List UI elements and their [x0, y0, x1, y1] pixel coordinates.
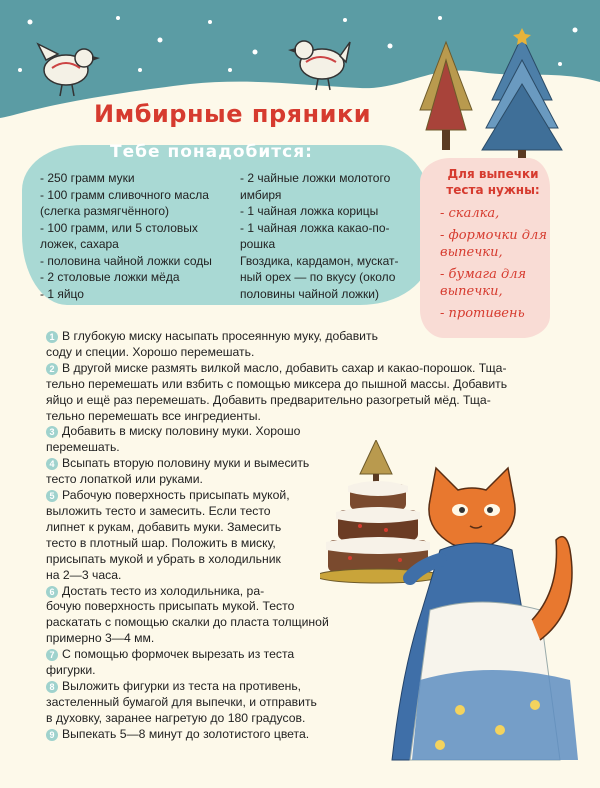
step-line: Выпекать 5—8 минут до золотистого цвета.	[62, 726, 310, 741]
ingredients-title: Тебе понадобится:	[110, 142, 313, 162]
ingredient-line: половины чайной ложки)	[240, 286, 380, 301]
step-number-badge: 8	[46, 681, 58, 693]
step-line: тесто в плотный шар. Положить в миску,	[46, 535, 276, 550]
step-line: бочую поверхность присыпать мукой. Тесто	[46, 599, 295, 614]
step-number-badge: 2	[46, 363, 58, 375]
step-line: на 2—3 часа.	[46, 567, 122, 582]
step-number-badge: 3	[46, 426, 58, 438]
step-2	[46, 361, 556, 425]
step-line: перемешать.	[46, 440, 120, 455]
tools-title-line: Для выпечки	[447, 167, 539, 181]
ingredient-line: рошка	[240, 237, 276, 251]
step-line: застеленный бумагой для выпечки, и отправить	[46, 694, 317, 709]
step-line: соду и специи. Хорошо перемешать.	[46, 344, 255, 359]
cat-with-cake-illustration	[320, 440, 580, 785]
ingredient-line: - 1 чайная ложка корицы	[240, 204, 379, 218]
step-line: раскатать с помощью скалки до пласта толщиной	[46, 615, 329, 630]
step-line: тельно перемешать все ингредиенты.	[46, 408, 261, 423]
step-line: В глубокую миску насыпать просеянную муку, добавить	[62, 329, 378, 343]
step-line: липнет к рукам, добавить муки. Замесить	[46, 519, 282, 534]
step-line: выложить тесто и замесить. Если тесто	[46, 503, 271, 518]
step-line: В другой миске размять вилкой масло, добавить сахар и какао-порошок. Тща-	[62, 360, 507, 375]
ingredient-line: ложек, сахара	[40, 237, 119, 251]
step-line: Всыпать вторую половину муки и вымесить	[62, 456, 310, 471]
ingredient-line: - половина чайной ложки соды	[40, 253, 212, 268]
winter-sky-illustration	[0, 0, 600, 160]
ingredient-line: - 1 чайная ложка какао-по-	[240, 220, 390, 235]
step-number-badge: 7	[46, 649, 58, 661]
tool-item: - бумага для выпечки,	[440, 266, 527, 299]
step-line: примерно 3—4 мм.	[46, 631, 155, 646]
ingredients-list-right	[240, 170, 430, 302]
step-line: тельно перемешать или взбить с помощью миксера до пышной массы. Добавить	[46, 376, 508, 391]
step-1	[46, 329, 556, 361]
ingredient-line: Гвоздика, кардамон, мускат-	[240, 253, 399, 268]
step-line: в духовку, заранее нагретую до 180 градусов.	[46, 710, 306, 725]
step-line: Выложить фигурки из теста на противень,	[62, 678, 302, 693]
tool-item: - скалка,	[440, 206, 500, 221]
ingredient-line: - 2 чайные ложки молотого	[240, 171, 391, 185]
step-line: С помощью формочек вырезать из теста	[62, 647, 295, 662]
ingredient-line: (слегка размягчённого)	[40, 204, 170, 218]
recipe-title: Имбирные пряники	[94, 100, 372, 128]
step-line: Достать тесто из холодильника, ра-	[62, 583, 265, 598]
step-number-badge: 5	[46, 490, 58, 502]
ingredient-line: имбиря	[240, 187, 282, 202]
tools-title	[434, 166, 552, 198]
step-line: яйцо и ещё раз перемешать. Добавить предварительно разогретый мёд. Тща-	[46, 392, 491, 407]
ingredient-line: - 1 яйцо	[40, 286, 84, 301]
step-number-badge: 6	[46, 586, 58, 598]
ingredient-line: - 100 грамм сливочного масла	[40, 187, 209, 202]
ingredient-line: - 2 столовые ложки мёда	[40, 270, 180, 284]
step-line: фигурки.	[46, 663, 96, 678]
step-line: Добавить в миску половину муки. Хорошо	[62, 424, 301, 439]
ingredient-line: - 250 грамм муки	[40, 171, 135, 185]
step-line: Рабочую поверхность присыпать мукой,	[62, 488, 290, 503]
step-line: присыпать мукой и убрать в холодильник	[46, 551, 281, 566]
step-number-badge: 9	[46, 729, 58, 741]
step-line: тесто лопаткой или руками.	[46, 472, 203, 487]
ingredient-line: - 100 грамм, или 5 столовых	[40, 220, 198, 235]
ingredients-list-left	[40, 170, 235, 302]
tool-item: - противень	[440, 305, 525, 321]
step-number-badge: 4	[46, 458, 58, 470]
tools-title-line: теста нужны:	[446, 183, 540, 197]
ingredient-line: ный орех — по вкусу (около	[240, 270, 396, 284]
tool-item: - формочки для выпечки,	[440, 227, 547, 260]
step-number-badge: 1	[46, 331, 58, 343]
tools-list	[440, 205, 550, 326]
